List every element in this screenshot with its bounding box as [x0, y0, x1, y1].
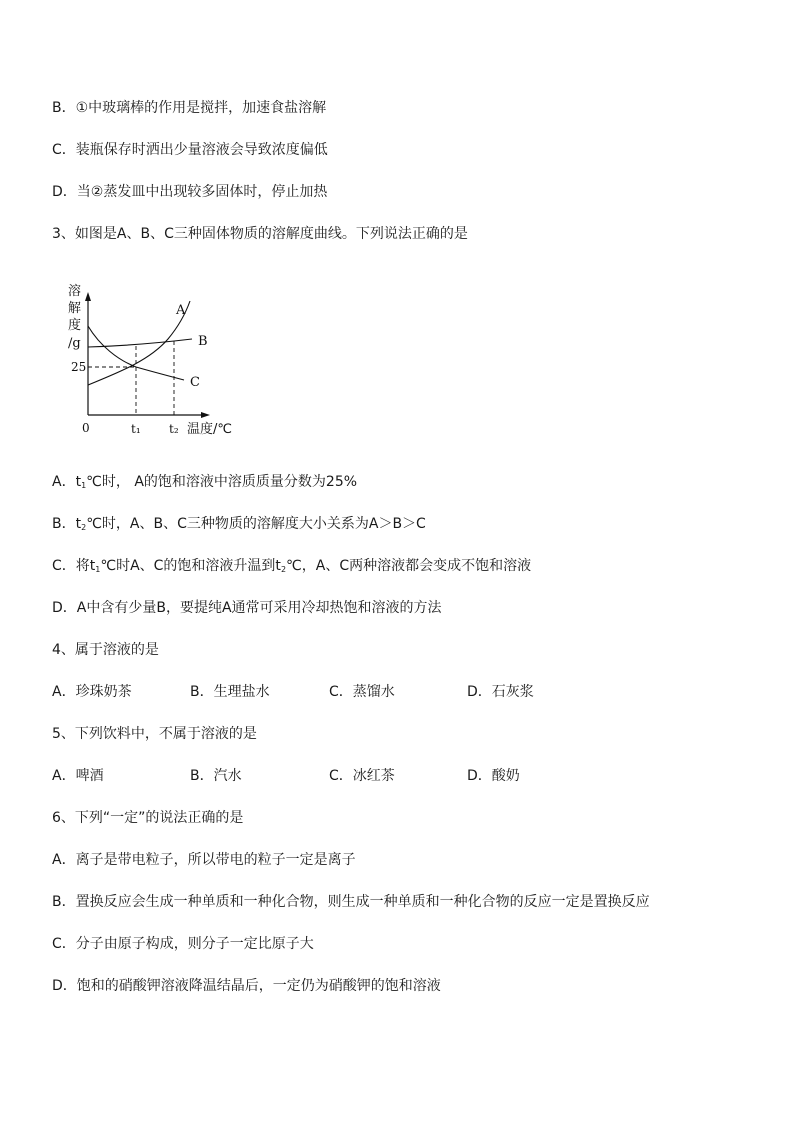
question-6-option-c: C．分子由原子构成，则分子一定比原子大	[52, 936, 314, 952]
question-5-option-c: C．冰红茶	[329, 768, 395, 784]
question-5-option-d: D．酸奶	[467, 768, 520, 784]
question-4-option-b: B．生理盐水	[190, 684, 270, 700]
y-label-line-1: 溶	[68, 284, 82, 299]
question-5-option-a: A．啤酒	[52, 768, 104, 784]
series-label-a: A	[176, 303, 186, 318]
y-tick-25: 25	[71, 360, 87, 374]
curve-a	[88, 301, 190, 385]
series-label-c: C	[190, 375, 200, 390]
question-3-stem: 3、如图是A、B、C三种固体物质的溶解度曲线。下列说法正确的是	[52, 226, 468, 242]
question-6-stem: 6、下列“一定”的说法正确的是	[52, 810, 244, 826]
question-5-option-b: B．汽水	[190, 768, 242, 784]
x-axis-label: 温度/℃	[187, 422, 232, 437]
question-3-option-d: D．A中含有少量B，要提纯A通常可采用冷却热饱和溶液的方法	[52, 600, 442, 616]
question-3-option-c: C．将$t_1℃$时A、C的饱和溶液升温到$t_2℃$，A、C两种溶液都会变成不饱和溶液	[52, 558, 532, 574]
question-4-option-a: A．珍珠奶茶	[52, 684, 132, 700]
option-b-prev-question: B．①中玻璃棒的作用是搅拌，加速食盐溶解	[52, 100, 327, 116]
y-label-line-3: 度	[68, 318, 82, 333]
origin-label: 0	[82, 421, 90, 435]
solubility-curve-chart	[60, 278, 250, 443]
question-4-option-c: C．蒸馏水	[329, 684, 395, 700]
question-6-option-a: A．离子是带电粒子，所以带电的粒子一定是离子	[52, 852, 356, 868]
y-label-line-2: 解	[68, 301, 82, 316]
option-d-prev-question: D．当②蒸发皿中出现较多固体时，停止加热	[52, 184, 328, 200]
x-tick-t2: t₂	[169, 422, 179, 436]
question-5-stem: 5、下列饮料中，不属于溶液的是	[52, 726, 257, 742]
y-axis-arrow	[85, 292, 91, 301]
x-axis-arrow	[201, 412, 210, 418]
question-6-option-b: B．置换反应会生成一种单质和一种化合物，则生成一种单质和一种化合物的反应一定是置换反应	[52, 894, 650, 910]
question-6-option-d: D．饱和的硝酸钾溶液降温结晶后，一定仍为硝酸钾的饱和溶液	[52, 978, 441, 994]
x-tick-t1: t₁	[131, 422, 141, 436]
series-label-b: B	[198, 334, 208, 349]
option-c-prev-question: C．装瓶保存时洒出少量溶液会导致浓度偏低	[52, 142, 328, 158]
question-4-option-d: D．石灰浆	[467, 684, 534, 700]
question-3-option-a: A．$t_1℃$时， A的饱和溶液中溶质质量分数为25%	[52, 474, 358, 490]
question-4-stem: 4、属于溶液的是	[52, 642, 159, 658]
question-3-option-b: B．$t_2℃$时，A、B、C三种物质的溶解度大小关系为A＞B＞C	[52, 516, 426, 532]
y-label-line-4: /g	[68, 336, 81, 351]
